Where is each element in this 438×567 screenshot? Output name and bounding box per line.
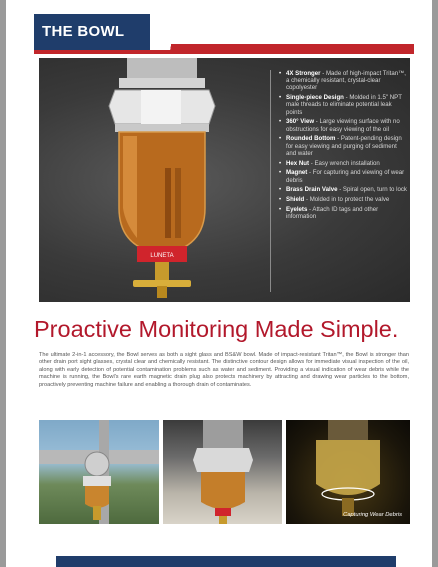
feature-item: • 4X Stronger - Made of high-impact Tritan™, a chemically resistant, crystal-clear copolyester bbox=[279, 70, 407, 92]
body-paragraph: The ultimate 2-in-1 accessory, the Bowl serves as both a sight glass and BS&W bowl. Made of impact-resistant Tritan™, the Bowl is stronger than other drain port sight glasses, crystal clear and chemically resistant. The distinctive contour design allows for immediate visual inspection of the oil, along with early detection of potential contamination problems such as water and sediment. Providing a visual indication of wear debris while the machine is running, the Bowl's rare earth magnetic drain plug also protects machinery by attracting and drawing wear particles to the bottom, proactively preventing machine failure and enabling a thorough drain of contaminates. bbox=[39, 352, 409, 388]
feature-item: • Shield - Molded in to protect the valve bbox=[279, 196, 407, 203]
feature-item: • Single-piece Design - Molded in 1.5" NPT male threads to eliminate potential leak points bbox=[279, 94, 407, 116]
photo-wear-debris bbox=[286, 420, 410, 524]
feature-item: • 360° View - Large viewing surface with no obstructions for easy viewing of the oil bbox=[279, 118, 407, 132]
photo-bowl-closeup bbox=[163, 420, 282, 524]
feature-item: • Rounded Bottom - Patent-pending design for easy viewing and purging of sediment and water bbox=[279, 135, 407, 157]
bowl-product-image bbox=[79, 58, 269, 302]
hero-divider bbox=[270, 70, 271, 292]
feature-item: • Eyelets - Attach ID tags and other information bbox=[279, 206, 407, 220]
feature-item: • Hex Nut - Easy wrench installation bbox=[279, 160, 407, 167]
feature-item: • Magnet - For capturing and viewing of wear debris bbox=[279, 169, 407, 183]
footer-bar bbox=[56, 556, 396, 567]
photo-installed-outdoors bbox=[39, 420, 159, 524]
brand-label: LUNETA bbox=[150, 253, 174, 259]
header-red-stripe bbox=[34, 50, 414, 54]
photo-caption: Capturing Wear Debris bbox=[343, 512, 402, 518]
brochure-page bbox=[6, 0, 432, 567]
section-title: THE BOWL bbox=[42, 23, 125, 40]
feature-item: • Brass Drain Valve - Spiral open, turn to lock bbox=[279, 186, 407, 193]
product-hero-panel bbox=[39, 58, 410, 302]
headline: Proactive Monitoring Made Simple. bbox=[34, 316, 399, 342]
feature-list bbox=[279, 70, 407, 223]
